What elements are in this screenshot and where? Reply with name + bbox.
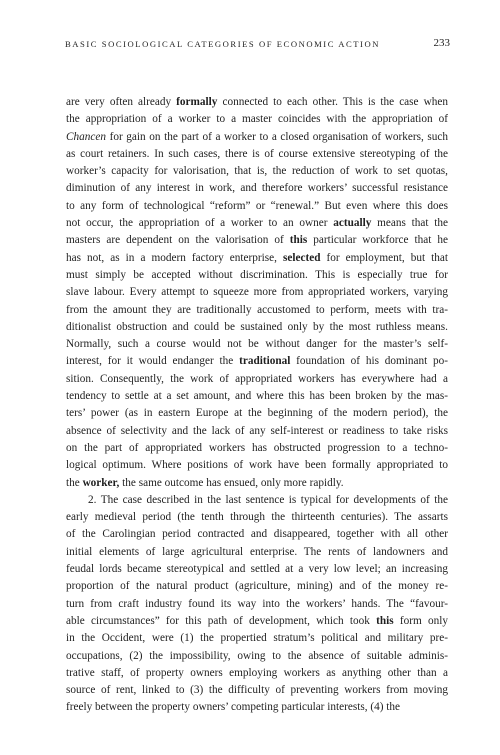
text-segment: for gain on the part of a worker to a closed organisation of workers, such xyxy=(106,130,448,143)
text-segment: the xyxy=(66,476,83,489)
text-line xyxy=(66,630,448,647)
page-number: 233 xyxy=(433,37,450,49)
text-segment: sition. Consequently, the work of appropriated workers has everywhere had a xyxy=(66,372,448,385)
text-line xyxy=(66,180,448,197)
text-line xyxy=(66,198,448,215)
text-segment: initial elements of large agricultural enterprise. The rents of landowners and xyxy=(66,545,448,558)
text-segment: masters are dependent on the valorisation of xyxy=(66,234,290,247)
text-line xyxy=(66,388,448,405)
text-line xyxy=(66,509,448,526)
text-segment: proportion of the natural product (agriculture, mining) and of the money re- xyxy=(66,580,448,593)
text-segment: as court retainers. In such cases, there is of course extensive stereotyping of the xyxy=(66,147,448,160)
text-line xyxy=(66,699,448,716)
bold-text: worker, xyxy=(82,476,120,489)
text-segment: worker’s capacity for valorisation, that is, the reduction of work to set quotas, xyxy=(66,165,448,178)
text-segment: foundation of his dominant po- xyxy=(290,355,449,368)
bold-text: actually xyxy=(333,217,372,230)
text-line xyxy=(66,146,448,163)
running-head: BASIC SOCIOLOGICAL CATEGORIES OF ECONOMIC ACTION xyxy=(65,39,380,49)
text-line xyxy=(66,682,448,699)
bold-text: formally xyxy=(176,96,218,108)
text-segment: not occur, the appropriation of a worker to an owner xyxy=(66,217,334,230)
text-line xyxy=(66,111,448,128)
text-line xyxy=(66,319,448,336)
bold-text: this xyxy=(376,614,394,627)
text-segment: interest, for it would endanger the xyxy=(66,355,240,368)
text-line xyxy=(66,475,448,492)
text-segment: the same outcome has ensued, only more rapidly. xyxy=(119,476,344,489)
text-segment: of the Carolingian period contracted and disappeared, together with all other xyxy=(66,528,448,541)
text-segment: slave labour. Every attempt to squeeze more from appropriated workers, varying xyxy=(66,286,448,299)
text-segment: for employment, but that xyxy=(320,251,449,264)
text-segment: occupations, (2) the impossibility, owing to the absence of suitable adminis- xyxy=(66,649,448,662)
text-line xyxy=(66,284,448,301)
text-line xyxy=(66,596,448,613)
text-segment: source of rent, linked to (3) the difficulty of preventing workers from moving xyxy=(66,684,448,697)
text-line xyxy=(66,250,448,267)
text-segment: ditionalist obstruction and could be sustained only by the most ruthless means. xyxy=(66,320,448,333)
text-line xyxy=(66,163,448,180)
text-segment: must simply be accepted without discrimination. This is especially true for xyxy=(66,268,448,281)
text-segment: feudal lords became stereotypical and settled at a very low level; an increasing xyxy=(66,563,448,576)
text-segment: in the Occident, were (1) the propertied stratum’s political and military pre- xyxy=(66,632,448,645)
text-line xyxy=(66,405,448,422)
text-segment: tendency to settle at a set amount, and where this has been broken by the mas- xyxy=(66,390,448,403)
text-segment: are very often already xyxy=(66,96,177,108)
text-line xyxy=(66,544,448,561)
text-line xyxy=(66,457,448,474)
text-segment: turn from craft industry found its way into the workers’ hands. The “favour- xyxy=(66,597,448,610)
text-segment: logical optimum. Where positions of work have been formally appropriated to xyxy=(66,459,448,472)
bold-text: traditional xyxy=(239,355,291,368)
italic-text: Chancen xyxy=(66,130,106,143)
text-line xyxy=(66,371,448,388)
text-line xyxy=(66,492,448,509)
text-segment: able circumstances” for this path of development, which took xyxy=(66,614,377,627)
text-segment: 2. The case described in the last sentence is typical for developments of the xyxy=(88,493,448,506)
text-line xyxy=(66,215,448,232)
bold-text: this xyxy=(289,234,308,247)
text-segment: to any form of technological “reform” or “renewal.” But even where this does xyxy=(66,199,448,212)
text-line xyxy=(66,336,448,353)
text-segment: form only xyxy=(393,614,448,627)
text-line xyxy=(66,232,448,249)
text-line xyxy=(66,423,448,440)
text-line xyxy=(66,526,448,543)
text-segment: freely between the property owners’ competing particular interests, (4) the xyxy=(66,701,401,714)
text-line xyxy=(66,353,448,370)
text-line xyxy=(66,267,448,284)
text-segment: Normally, such a course would not be without danger for the master’s self- xyxy=(66,338,448,351)
text-segment: absence of selectivity and the lack of any self-interest or readiness to take risks xyxy=(66,424,448,437)
text-line xyxy=(66,302,448,319)
text-segment: diminution of any interest in work, and therefore workers’ successful resistance xyxy=(66,182,448,195)
text-segment: from the amount they are traditionally accustomed to perform, meets with tra- xyxy=(66,303,448,316)
bold-text: selected xyxy=(282,251,321,264)
text-segment: means that the xyxy=(371,217,449,230)
text-line xyxy=(66,129,448,146)
text-line xyxy=(66,665,448,682)
body-text xyxy=(66,94,448,717)
text-line xyxy=(66,94,448,111)
text-line xyxy=(66,613,448,630)
text-segment: early medieval period (the tenth through the thirteenth centuries). The assarts xyxy=(66,511,448,524)
text-line xyxy=(66,578,448,595)
text-segment: ters’ power (as in eastern Europe at the beginning of the modern period), the xyxy=(66,407,448,420)
text-segment: the appropriation of a worker to a master coincides with the appropriation of xyxy=(66,113,448,126)
text-segment: on the part of appropriated workers has obstructed progression to a techno- xyxy=(66,441,448,454)
text-segment: particular workforce that he xyxy=(307,234,448,247)
text-segment: has not, as in a modern factory enterprise, xyxy=(66,251,283,264)
text-segment: connected to each other. This is the case when xyxy=(217,96,448,108)
text-segment: trative staff, of property owners employing workers as anything other than a xyxy=(66,666,448,679)
text-line xyxy=(66,561,448,578)
text-line xyxy=(66,440,448,457)
text-line xyxy=(66,648,448,665)
